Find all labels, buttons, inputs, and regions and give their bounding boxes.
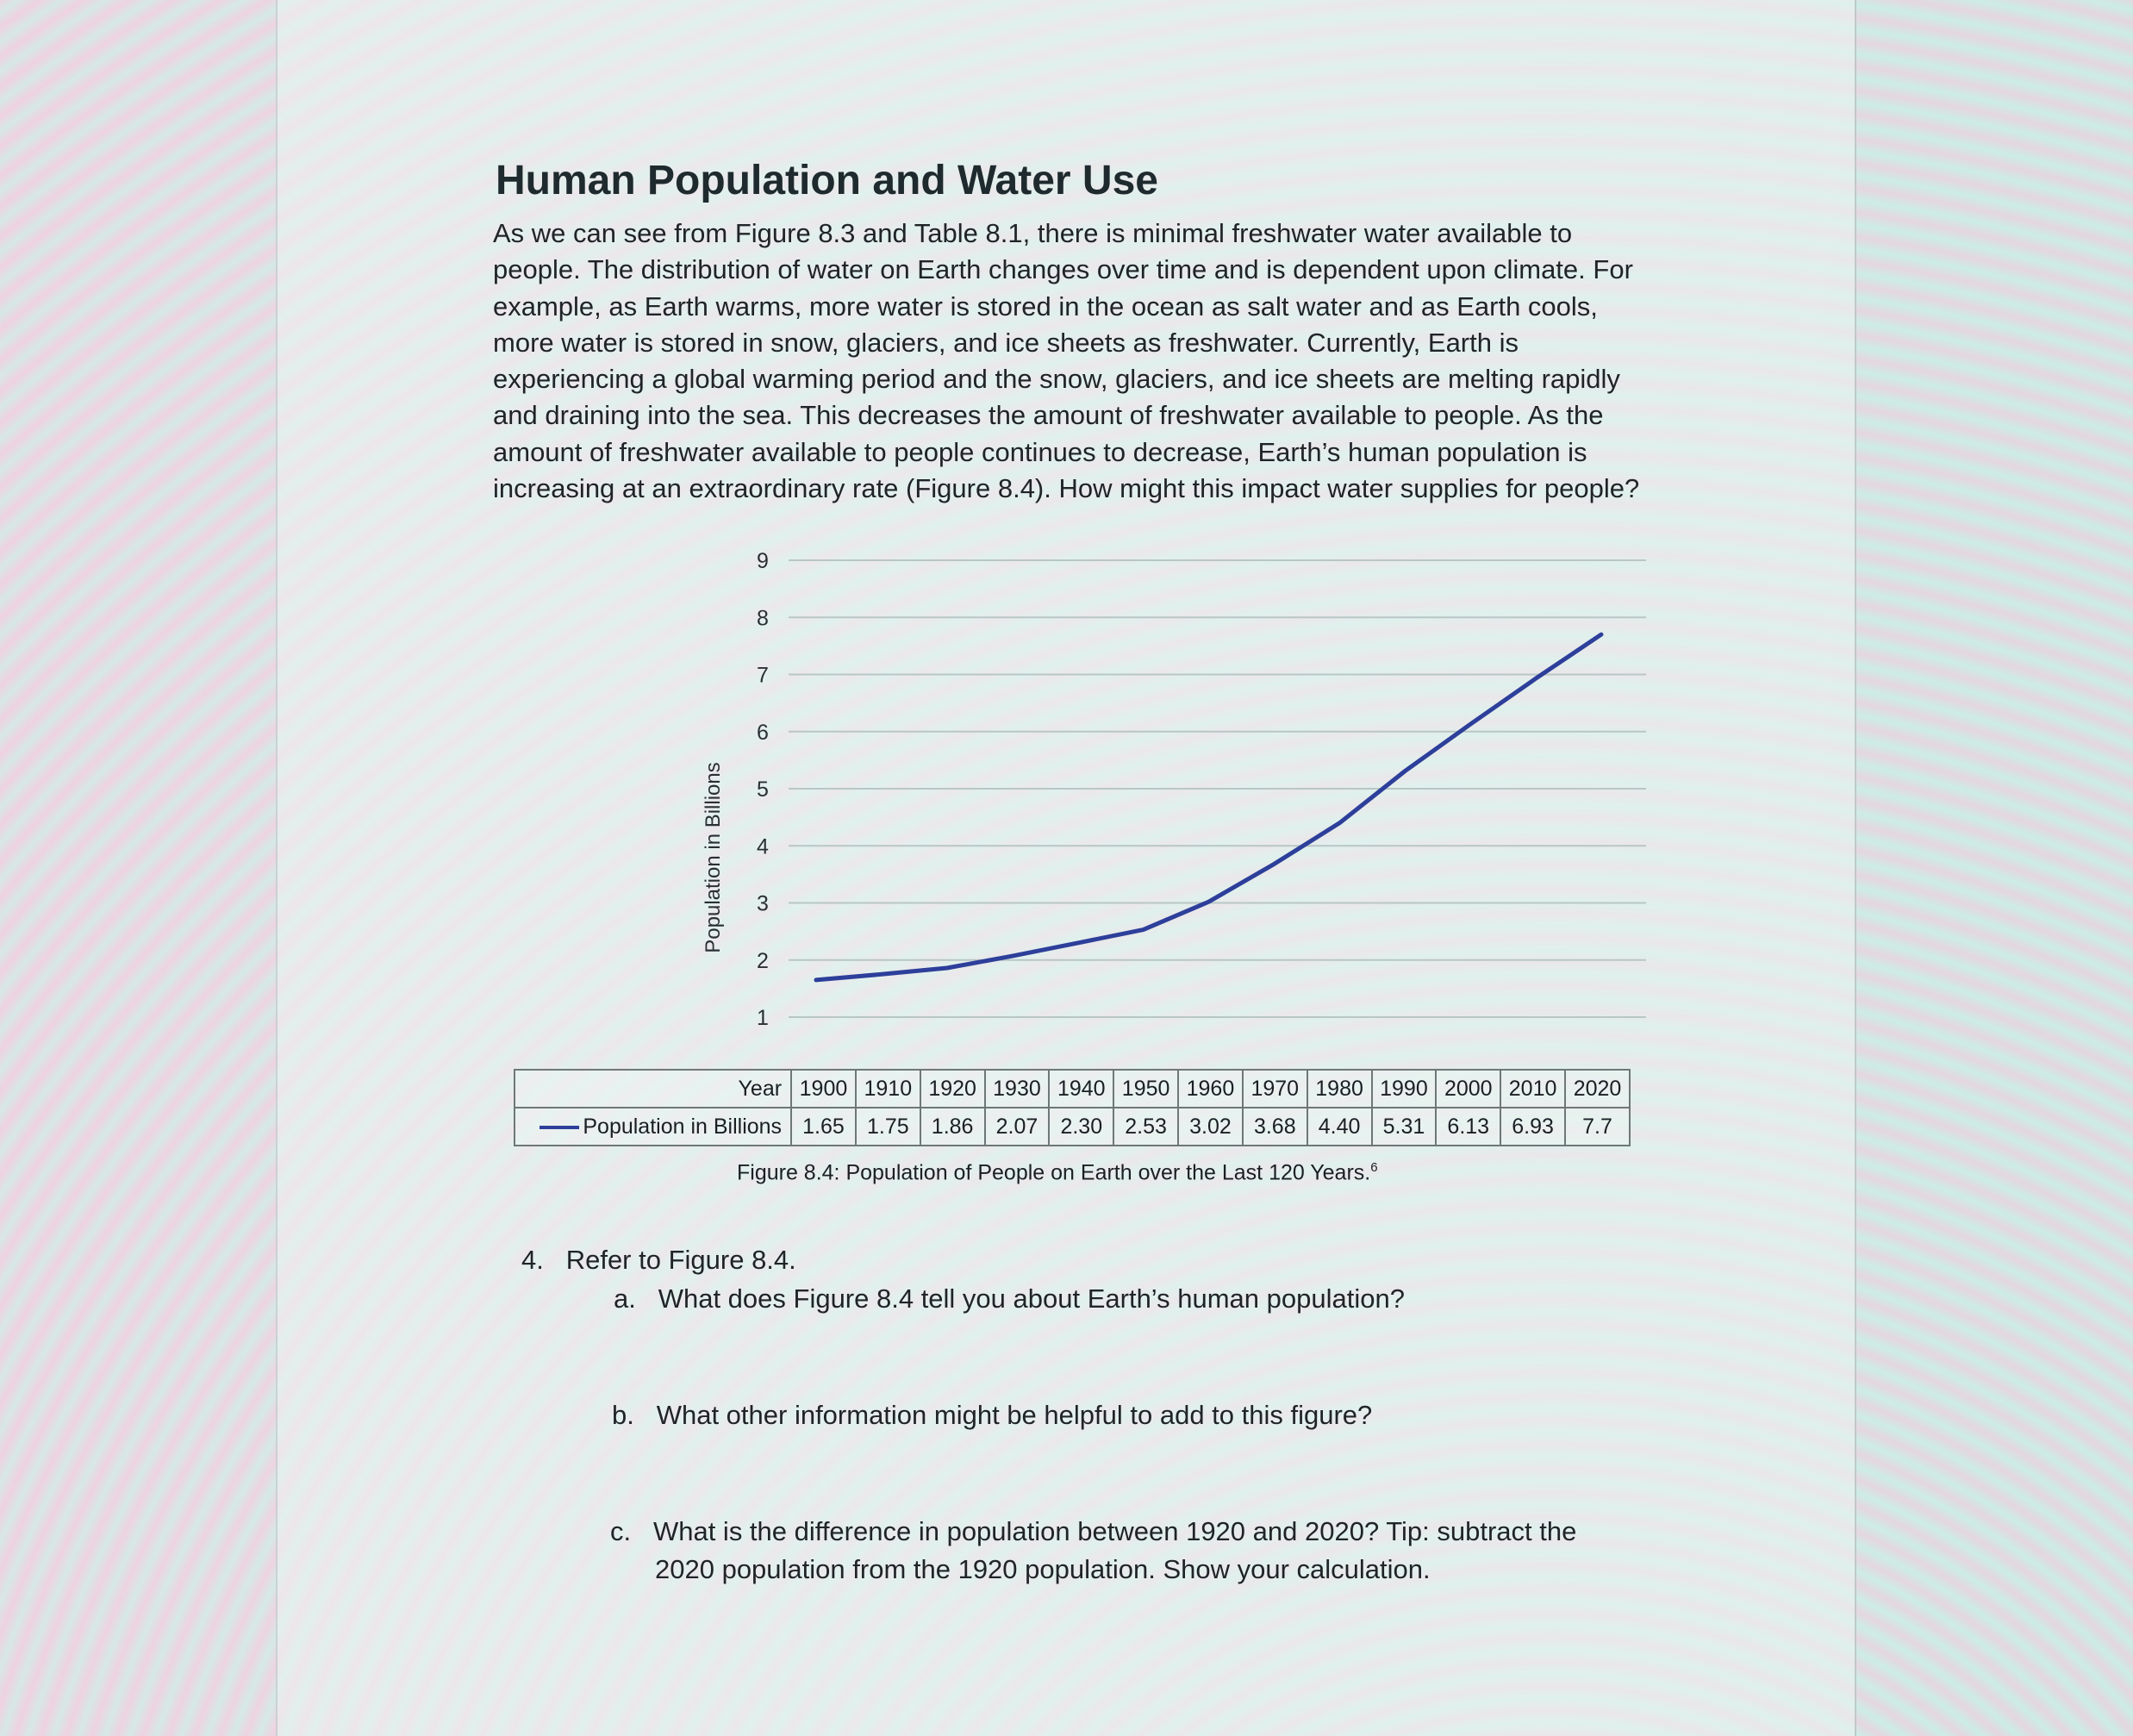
intro-paragraph: As we can see from Figure 8.3 and Table 8.1, there is minimal freshwater water available to people. The distribution of water on Earth changes over time and is dependent upon climate. For example, as Earth warms, more water is stored in the ocean as salt water and as Earth cools, more water is stored in snow, glaciers, and ice sheets as freshwater. Currently, Earth is experiencing a global warming period and the snow, glaciers, and ice sheets are melting rapidly and draining into the sea. This decreases the amount of freshwater available to people. As the amount of freshwater available to people continues to decrease, Earth’s human population is increasing at an extraordinary rate (Figure 8.4). How might this impact water supplies for people? [493,218,1640,504]
year-cell: 1910 [856,1070,920,1108]
chart-svg [689,534,1637,1034]
population-cell: 6.93 [1500,1108,1565,1146]
year-cell: 1920 [920,1070,985,1108]
legend-label: Population in Billions [583,1114,783,1139]
population-cell: 4.40 [1307,1108,1372,1146]
year-cell: 1940 [1049,1070,1113,1108]
year-cell: 1960 [1178,1070,1243,1108]
year-cell: 1980 [1307,1070,1372,1108]
population-cell: 1.86 [920,1108,985,1146]
year-cell: 1900 [791,1070,856,1108]
year-cell: 1930 [985,1070,1050,1108]
y-axis-title: Population in Billions [702,762,725,953]
question-4 [521,1241,796,1279]
population-cell: 3.68 [1243,1108,1307,1146]
question-4-text: Refer to Figure 8.4. [565,1245,796,1275]
section-heading: Human Population and Water Use [496,158,1158,203]
population-cell: 2.53 [1113,1108,1178,1146]
question-4b-letter: b. [612,1400,634,1430]
caption-text: Figure 8.4: Population of People on Earth over the Last 120 Years. [737,1160,1371,1185]
question-4b [612,1396,1372,1434]
caption-footnote: 6 [1370,1160,1378,1175]
y-tick-label: 3 [757,891,769,916]
year-cell: 2010 [1500,1070,1565,1108]
y-tick-label: 7 [757,663,769,688]
question-4a-text: What does Figure 8.4 tell you about Earth’s human population? [658,1283,1405,1314]
year-cell: 1970 [1243,1070,1307,1108]
population-cell: 2.07 [985,1108,1050,1146]
series-line-population [816,634,1601,980]
y-tick-label: 1 [757,1006,769,1030]
question-4c-line2: 2020 population from the 1920 population. Show your calculation. [655,1554,1431,1584]
year-cell: 1990 [1372,1070,1437,1108]
question-4a [614,1280,1405,1318]
y-tick-label: 2 [757,948,769,973]
legend-line-icon [539,1126,579,1129]
y-tick-label: 5 [757,777,769,802]
y-tick-label: 8 [757,606,769,631]
population-cell: 2.30 [1049,1108,1113,1146]
question-4c-letter: c. [610,1516,632,1546]
question-4a-letter: a. [614,1283,636,1314]
population-cell: 6.13 [1436,1108,1500,1146]
population-cell: 3.02 [1178,1108,1243,1146]
question-4-number: 4. [521,1245,544,1275]
population-line-chart [689,534,1637,1034]
population-row-header [515,1108,791,1146]
population-cell: 7.7 [1565,1108,1630,1146]
year-cell: 1950 [1113,1070,1178,1108]
y-tick-label: 9 [757,549,769,573]
population-cell: 1.75 [856,1108,920,1146]
figure-caption [737,1160,1378,1185]
y-tick-label: 4 [757,834,769,859]
year-cell: 2020 [1565,1070,1630,1108]
question-4c-line1: What is the difference in population between 1920 and 2020? Tip: subtract the [652,1516,1577,1546]
y-tick-label: 6 [757,720,769,745]
population-cell: 5.31 [1372,1108,1437,1146]
year-cell: 2000 [1436,1070,1500,1108]
population-data-table [514,1069,1631,1146]
table-row-population [515,1108,1630,1146]
question-4b-text: What other information might be helpful to add to this figure? [656,1400,1373,1430]
population-cell: 1.65 [791,1108,856,1146]
question-4c [610,1513,1576,1589]
year-row-header: Year [515,1070,791,1108]
table-row-years [515,1070,1630,1108]
